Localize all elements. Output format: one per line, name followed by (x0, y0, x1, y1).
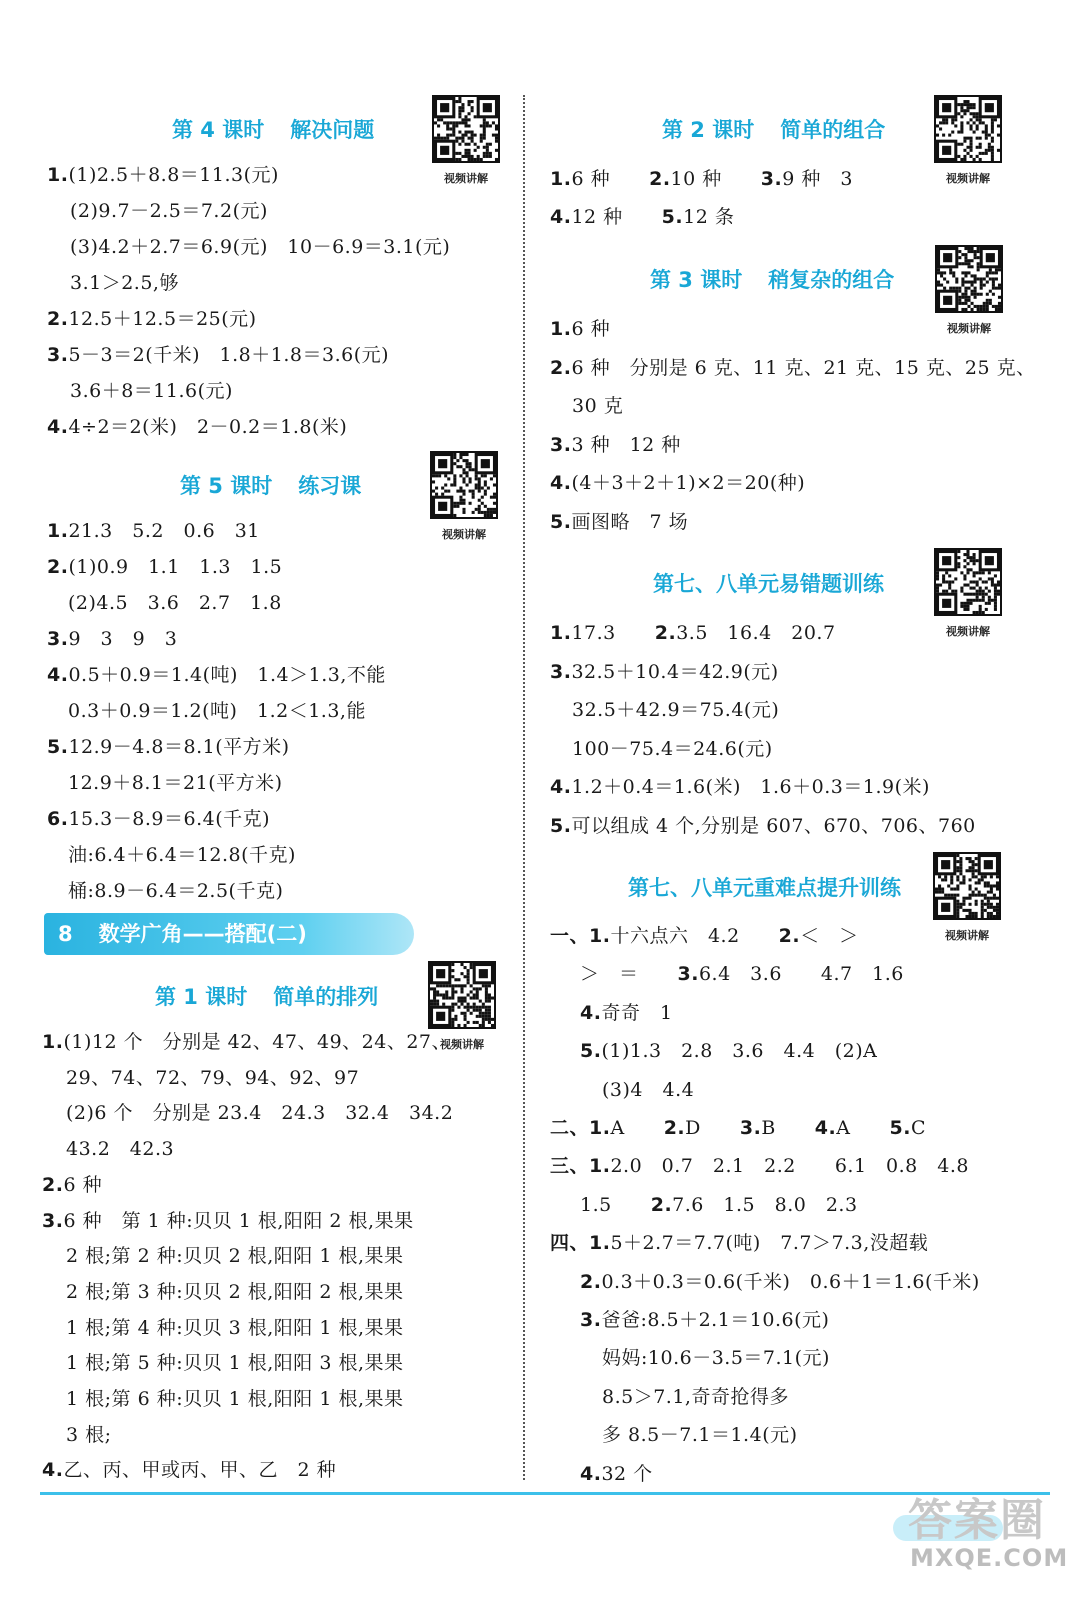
answer-line (550, 921, 859, 948)
answer-line (42, 1170, 102, 1197)
question-number: 2. (650, 1193, 673, 1216)
qr-label: 视频讲解 (444, 172, 488, 185)
answer-line (70, 196, 268, 223)
answer-text: 6 种 第 1 种:贝贝 1 根,阳阳 2 根,果果 (63, 1209, 414, 1232)
question-number: 4. (580, 1462, 602, 1485)
section-heading-lesson1: 第 1 课时 简单的排列 (155, 985, 379, 1009)
section-heading-lesson3: 第 3 课时 稍复杂的组合 (650, 268, 895, 292)
answer-text: 30 克 (572, 395, 624, 417)
answer-text: (2)6 个 分别是 23.4 24.3 32.4 34.2 (66, 1102, 454, 1125)
answer-line (580, 1459, 653, 1486)
answer-text: 43.2 42.3 (66, 1138, 175, 1161)
question-number: 3. (47, 344, 69, 366)
question-number: 4. (47, 416, 69, 438)
answer-line (66, 1063, 359, 1090)
answer-line (580, 1267, 980, 1294)
answer-text: 1 根;第 4 种:贝贝 3 根,阳阳 1 根,果果 (66, 1316, 404, 1339)
answer-line (550, 202, 734, 229)
answer-text: A (836, 1117, 890, 1139)
watermark-logo: 答案圈 MXQE.COM (908, 1495, 1069, 1572)
answer-line (68, 840, 296, 867)
answer-line (68, 696, 366, 723)
answer-text: 9 种 3 (782, 168, 853, 190)
answer-text: 1.2＋0.4＝1.6(米) 1.6＋0.3＝1.9(米) (571, 776, 930, 798)
question-number: 4. (47, 664, 69, 686)
answer-text: 12 条 (683, 206, 735, 228)
answer-text: 1 根;第 6 种:贝贝 1 根,阳阳 1 根,果果 (66, 1388, 404, 1410)
question-number: 四、1. (550, 1232, 611, 1255)
footer-rule (40, 1492, 1050, 1495)
answer-text: 6 种 (571, 318, 611, 340)
qr-code-icon[interactable] (934, 548, 1002, 616)
answer-line (47, 516, 260, 543)
question-number: 5. (550, 510, 572, 533)
question-number: 2. (550, 356, 572, 379)
qr-code-icon[interactable] (935, 245, 1003, 313)
question-number: 2. (47, 308, 69, 330)
answer-text: 3.5 16.4 20.7 (676, 622, 836, 644)
section-heading-lesson5: 第 5 课时 练习课 (180, 474, 362, 498)
question-number: 1. (550, 168, 572, 190)
answer-line (602, 1343, 830, 1370)
question-number: 3. (550, 660, 572, 683)
question-number: 3. (42, 1209, 64, 1232)
answer-text: 5－3＝2(千米) 1.8＋1.8＝3.6(元) (68, 344, 390, 366)
answer-text: 10 种 (670, 168, 761, 190)
question-number: 1. (47, 520, 69, 542)
answer-line (550, 1113, 926, 1140)
answer-text: D (685, 1117, 740, 1139)
qr-code-icon[interactable] (933, 852, 1001, 920)
answer-text: 32 个 (601, 1462, 653, 1485)
qr-code-icon[interactable] (934, 95, 1002, 163)
answer-text: (1)2.5＋8.8＝11.3(元) (68, 164, 279, 186)
answer-line (70, 232, 450, 259)
answer-text: (1)1.3 2.8 3.6 4.4 (2)A (601, 1040, 878, 1063)
answer-line (47, 660, 386, 687)
answer-line (68, 768, 283, 795)
answer-line (42, 1206, 414, 1233)
answer-line (572, 734, 773, 761)
question-number: 4. (550, 206, 572, 228)
answer-text: 9 3 9 3 (68, 628, 178, 650)
answer-text: 12.5＋12.5＝25(元) (68, 308, 257, 330)
question-number: 3. (580, 1309, 602, 1331)
answer-text: 7.6 1.5 8.0 2.3 (672, 1193, 858, 1216)
answer-line (550, 1151, 969, 1178)
question-number: 2. (649, 168, 671, 190)
answer-text: 乙、丙、甲或丙、甲、乙 2 种 (63, 1459, 337, 1482)
question-number: 4. (42, 1459, 64, 1482)
answer-line (47, 340, 389, 367)
question-number: 4. (814, 1117, 837, 1139)
answer-text: (2)4.5 3.6 2.7 1.8 (68, 592, 282, 614)
question-number: 1. (550, 318, 572, 340)
question-number: 5. (550, 814, 572, 837)
question-number: 3. (760, 168, 783, 190)
answer-line (602, 1075, 694, 1102)
question-number: 2. (580, 1270, 602, 1293)
answer-text: 0.3＋0.9＝1.2(吨) 1.2＜1.3,能 (68, 700, 366, 722)
answer-text: 可以组成 4 个,分别是 607、670、706、760 (571, 814, 976, 837)
answer-line (550, 811, 976, 838)
answer-line (68, 876, 283, 903)
answer-line (550, 164, 853, 191)
answer-text: 12.9＋8.1＝21(平方米) (68, 772, 283, 794)
question-number: 5. (47, 736, 69, 758)
question-number: 一、1. (550, 925, 611, 947)
answer-text: 12.9－4.8＝8.1(平方米) (68, 736, 290, 758)
answer-text: 2 根;第 3 种:贝贝 2 根,阳阳 2 根,果果 (66, 1280, 404, 1303)
answer-line (572, 391, 623, 418)
answer-text: 2 根;第 2 种:贝贝 2 根,阳阳 1 根,果果 (66, 1245, 404, 1268)
question-number: 5. (580, 1040, 602, 1063)
answer-text: 6.4 3.6 4.7 1.6 (698, 963, 904, 986)
answer-line (70, 268, 179, 295)
question-number: 1. (47, 164, 69, 186)
answer-line (550, 468, 805, 495)
answer-text: (3)4 4.4 (602, 1078, 695, 1101)
answer-line (66, 1277, 404, 1304)
answer-line (602, 1382, 789, 1409)
answer-text: 十六点六 4.2 (610, 925, 779, 947)
section-heading-lesson4: 第 4 课时 解决问题 (172, 118, 375, 142)
answer-text: 画图略 7 场 (571, 510, 689, 533)
answer-line (602, 1420, 798, 1447)
question-number: 1. (550, 622, 572, 644)
answer-line (47, 804, 270, 831)
answer-line (66, 1348, 404, 1375)
qr-code-icon[interactable] (430, 451, 498, 519)
answer-text: 2.0 0.7 2.1 2.2 6.1 0.8 4.8 (610, 1155, 969, 1178)
answer-text: 桶:8.9－6.4＝2.5(千克) (68, 880, 284, 902)
answer-text: 6 种 (63, 1173, 103, 1196)
answer-text: 妈妈:10.6－3.5＝7.1(元) (602, 1347, 830, 1370)
answer-line (66, 1098, 453, 1125)
answer-text: 6 种 (571, 168, 650, 190)
answer-line (47, 412, 347, 439)
answer-text: C (910, 1117, 926, 1139)
answer-text: A (610, 1117, 664, 1139)
answer-line (580, 998, 673, 1025)
answer-line (66, 1134, 174, 1161)
answer-text: (3)4.2＋2.7＝6.9(元) 10－6.9＝3.1(元) (70, 236, 451, 258)
answer-text: (1)0.9 1.1 1.3 1.5 (68, 556, 283, 578)
question-number: 5. (661, 206, 684, 228)
answer-line (550, 353, 1036, 380)
answer-text: B (761, 1117, 815, 1139)
question-number: 2. (47, 556, 69, 578)
answer-text: 4÷2＝2(米) 2－0.2＝1.8(米) (68, 416, 348, 438)
section-heading-key-training: 第七、八单元重难点提升训练 (628, 876, 901, 900)
qr-label: 视频讲解 (442, 528, 486, 541)
answer-line (550, 507, 688, 534)
answer-text: 多 8.5－7.1＝1.4(元) (602, 1424, 798, 1447)
answer-text: 爸爸:8.5＋2.1＝10.6(元) (601, 1309, 830, 1331)
answer-line (42, 1455, 336, 1482)
answer-text: 12 种 (571, 206, 662, 228)
column-divider (523, 95, 525, 1480)
answer-text: 油:6.4＋6.4＝12.8(千克) (68, 844, 296, 866)
answer-text: 1.5 (580, 1193, 651, 1216)
question-number: 6. (47, 808, 69, 830)
answer-line (47, 304, 257, 331)
answer-line (550, 1228, 928, 1255)
answer-text: (1)12 个 分别是 42、47、49、24、27、 (63, 1031, 452, 1053)
answer-text: 6 种 分别是 6 克、11 克、21 克、15 克、25 克、 (571, 356, 1036, 379)
question-number: 3. (550, 433, 572, 456)
answer-line (550, 657, 779, 684)
question-number: 4. (550, 472, 572, 494)
answer-line (47, 552, 282, 579)
answer-text: 0.5＋0.9＝1.4(吨) 1.4＞1.3,不能 (68, 664, 386, 686)
answer-text: 0.3＋0.3＝0.6(千米) 0.6＋1＝1.6(千米) (601, 1270, 980, 1293)
question-number: 2. (654, 622, 677, 644)
answer-text: 32.5＋42.9＝75.4(元) (572, 699, 780, 721)
answer-line (580, 1036, 877, 1063)
answer-line (550, 314, 610, 341)
answer-line (550, 618, 836, 645)
question-number: 2. (778, 925, 801, 947)
question-number: 4. (550, 776, 572, 798)
answer-line (47, 624, 177, 651)
question-number: 2. (663, 1117, 686, 1139)
answer-text: 29、74、72、79、94、92、97 (66, 1066, 360, 1089)
answer-text: 3.1＞2.5,够 (70, 272, 179, 294)
section-heading-error-training: 第七、八单元易错题训练 (653, 572, 884, 596)
answer-text: 3 根; (66, 1423, 112, 1446)
answer-text: 15.3－8.9＝6.4(千克) (68, 808, 271, 830)
qr-code-icon[interactable] (432, 95, 500, 163)
question-number: 二、1. (550, 1117, 611, 1139)
qr-label: 视频讲解 (946, 172, 990, 185)
question-number: 三、1. (550, 1155, 611, 1178)
answer-text: (2)9.7－2.5＝7.2(元) (70, 200, 268, 222)
unit-banner: 8 数学广角——搭配(二) (44, 913, 414, 955)
qr-label: 视频讲解 (945, 929, 989, 942)
answer-line (580, 959, 904, 986)
answer-text: 5＋2.7＝7.7(吨) 7.7＞7.3,没超载 (610, 1232, 929, 1255)
answer-line (550, 430, 681, 457)
answer-line (66, 1313, 404, 1340)
answer-text: 21.3 5.2 0.6 31 (68, 520, 260, 542)
qr-code-icon[interactable] (428, 961, 496, 1029)
answer-text: 1 根;第 5 种:贝贝 1 根,阳阳 3 根,果果 (66, 1352, 404, 1375)
section-heading-lesson2: 第 2 课时 简单的组合 (662, 118, 886, 142)
answer-line (580, 1305, 829, 1332)
answer-line (42, 1027, 451, 1054)
question-number: 3. (47, 628, 69, 650)
answer-line (47, 160, 279, 187)
answer-line (70, 376, 233, 403)
qr-label: 视频讲解 (947, 322, 991, 335)
question-number: 3. (739, 1117, 762, 1139)
answer-text: ＜ ＞ (800, 925, 859, 947)
question-number: 1. (42, 1031, 64, 1053)
answer-text: 3 种 12 种 (571, 433, 681, 456)
answer-text: 100－75.4＝24.6(元) (572, 737, 773, 760)
answer-text: 3.6＋8＝11.6(元) (70, 380, 233, 402)
answer-text: 8.5＞7.1,奇奇抢得多 (602, 1385, 789, 1408)
qr-label: 视频讲解 (440, 1038, 484, 1051)
question-number: 3. (677, 963, 699, 986)
answer-text: 32.5＋10.4＝42.9(元) (571, 660, 779, 683)
answer-line (66, 1241, 404, 1268)
answer-line (68, 588, 282, 615)
answer-line (66, 1384, 404, 1411)
question-number: 2. (42, 1173, 64, 1196)
question-number: 5. (889, 1117, 911, 1139)
answer-text: (4＋3＋2＋1)×2＝20(种) (571, 472, 806, 494)
answer-text: 17.3 (571, 622, 655, 644)
answer-line (580, 1190, 858, 1217)
qr-label: 视频讲解 (946, 625, 990, 638)
answer-text: ＞ ＝ (580, 963, 678, 986)
answer-line (550, 772, 930, 799)
answer-line (47, 732, 290, 759)
answer-text: 奇奇 1 (601, 1001, 673, 1024)
question-number: 4. (580, 1001, 602, 1024)
answer-line (572, 695, 779, 722)
answer-line (66, 1420, 112, 1447)
